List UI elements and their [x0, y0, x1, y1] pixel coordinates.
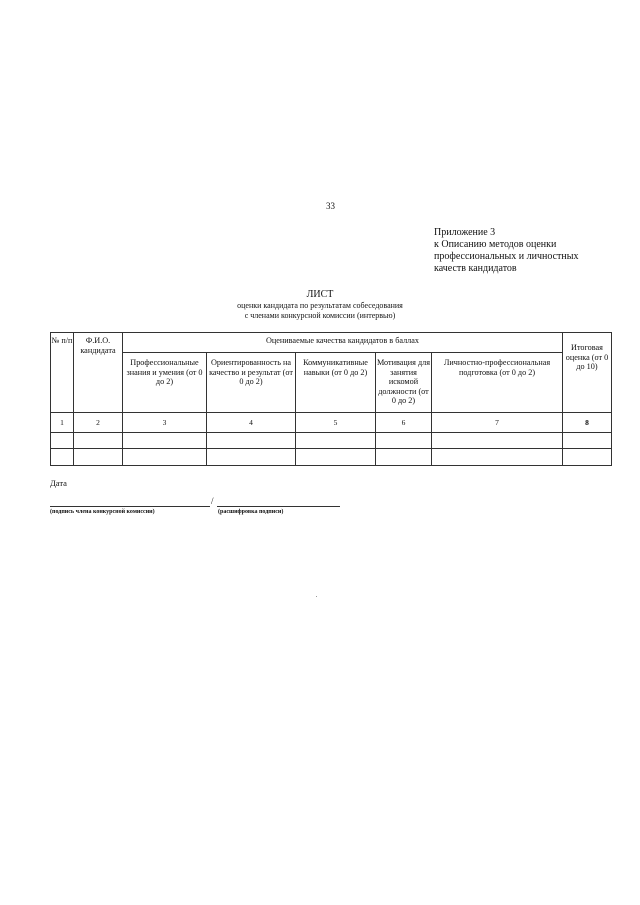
signature-label: (подпись члена конкурсной комиссии) — [50, 509, 155, 515]
scan-speck — [316, 596, 317, 597]
date-label: Дата — [50, 478, 67, 488]
table-cell[interactable] — [296, 449, 376, 466]
appendix-line: качеств кандидатов — [434, 263, 517, 274]
decoding-label: (расшифровка подписи) — [218, 509, 284, 515]
column-number-cell: 6 — [376, 413, 432, 433]
column-number-cell: 5 — [296, 413, 376, 433]
table-cell[interactable] — [563, 449, 612, 466]
column-number-cell: 8 — [563, 413, 612, 433]
table-cell[interactable] — [74, 433, 123, 449]
signature-line[interactable] — [50, 506, 210, 507]
table-cell[interactable] — [123, 433, 207, 449]
decoding-line[interactable] — [217, 506, 340, 507]
table-cell[interactable] — [51, 433, 74, 449]
header-communication-skills: Коммуникативные навыки (от 0 до 2) — [296, 353, 376, 413]
table-cell[interactable] — [432, 449, 563, 466]
table-cell[interactable] — [376, 449, 432, 466]
column-number-cell: 4 — [207, 413, 296, 433]
subtitle-line: оценки кандидата по результатам собеседования — [237, 301, 403, 310]
header-personal-professional-training: Личностно-профессиональная подготовка (от 0 до 2) — [432, 353, 563, 413]
appendix-line: профессиональных и личностных — [434, 251, 579, 262]
subtitle-line: с членами конкурсной комиссии (интервью) — [244, 311, 396, 320]
header-number: № п/п — [51, 333, 74, 413]
table-cell[interactable] — [123, 449, 207, 466]
header-candidate-name: Ф.И.О. кандидата — [74, 333, 123, 413]
header-professional-knowledge: Профессиональные знания и умения (от 0 до 2) — [123, 353, 207, 413]
column-number-cell: 2 — [74, 413, 123, 433]
table-cell[interactable] — [207, 449, 296, 466]
column-number-cell: 3 — [123, 413, 207, 433]
table-row — [51, 433, 612, 449]
appendix-reference — [434, 227, 578, 275]
table-cell[interactable] — [376, 433, 432, 449]
table-cell[interactable] — [432, 433, 563, 449]
appendix-line: Приложение 3 — [434, 227, 496, 238]
header-motivation: Мотивация для занятия искомой должности (от 0 до 2) — [376, 353, 432, 413]
header-result-orientation: Ориентированность на качество и результат (от 0 до 2) — [207, 353, 296, 413]
table-cell[interactable] — [296, 433, 376, 449]
table-cell[interactable] — [207, 433, 296, 449]
table-cell[interactable] — [51, 449, 74, 466]
signature-separator: / — [211, 496, 214, 506]
table-cell[interactable] — [563, 433, 612, 449]
page-number: 33 — [326, 201, 335, 211]
appendix-line: к Описанию методов оценки — [434, 239, 557, 250]
column-number-cell: 7 — [432, 413, 563, 433]
evaluation-table — [50, 332, 612, 466]
header-total-score: Итоговая оценка (от 0 до 10) — [563, 333, 612, 413]
table-row — [51, 449, 612, 466]
column-number-cell: 1 — [51, 413, 74, 433]
header-qualities-group: Оцениваемые качества кандидатов в баллах — [123, 333, 563, 353]
sheet-title: ЛИСТ — [306, 289, 334, 300]
table-cell[interactable] — [74, 449, 123, 466]
sheet-subtitle — [170, 301, 470, 321]
